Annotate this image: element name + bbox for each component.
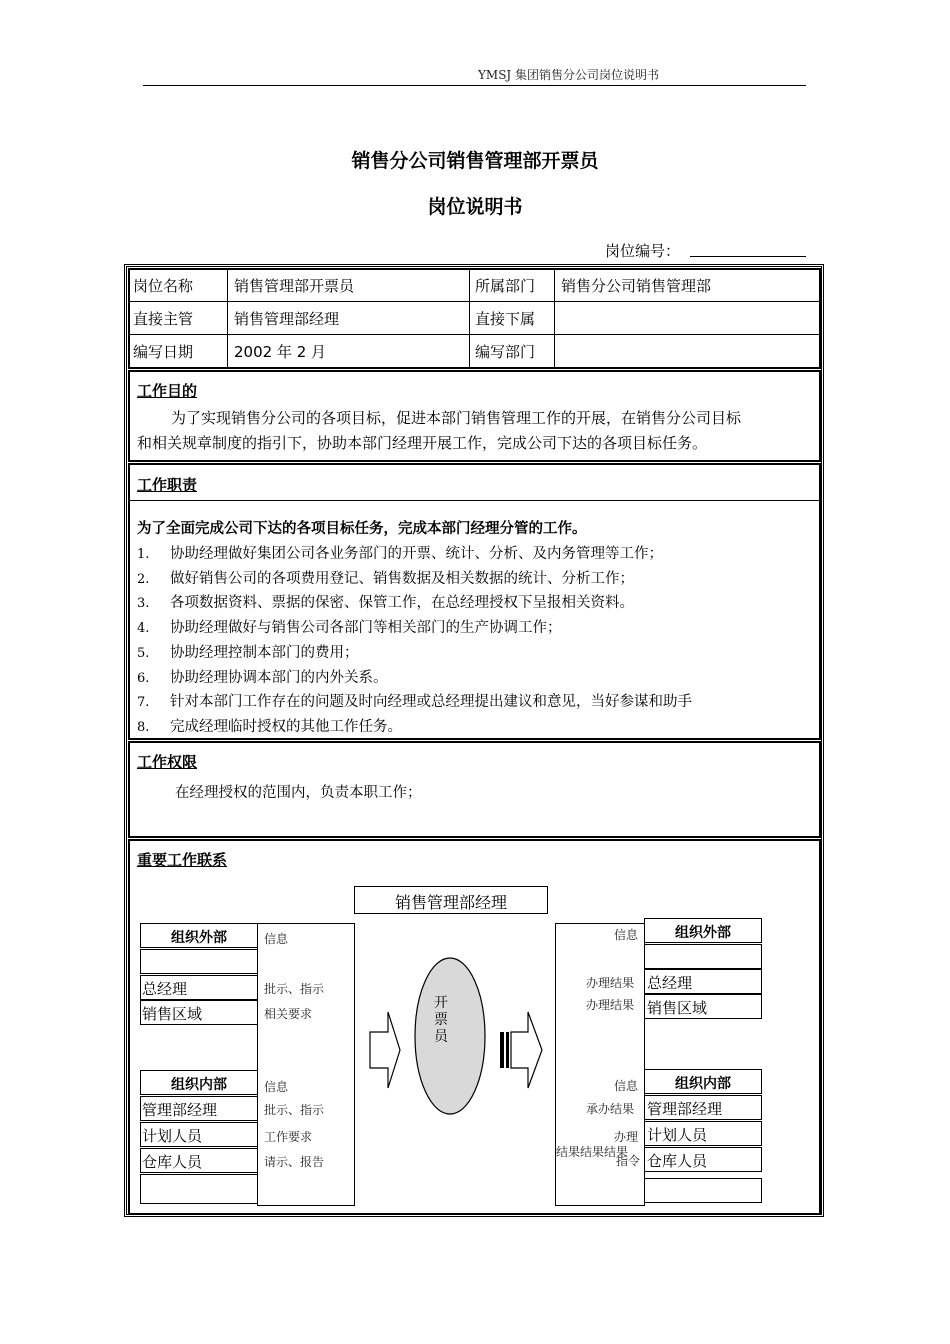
label-position-name: 岗位名称 bbox=[133, 277, 194, 295]
flow-diagram-svg bbox=[360, 950, 560, 1130]
center-ellipse bbox=[415, 958, 485, 1114]
duty-text: 协助经理做好与销售公司各部门等相关部门的生产协调工作； bbox=[170, 620, 562, 637]
left-external-note-3: 相关要求 bbox=[264, 1007, 313, 1021]
position-number-blank bbox=[690, 256, 806, 257]
duty-number: 1. bbox=[137, 547, 150, 562]
label-supervisor: 直接主管 bbox=[133, 310, 194, 328]
duty-item bbox=[137, 715, 402, 736]
duty-text: 协助经理做好集团公司各业务部门的开票、统计、分析、及内务管理等工作； bbox=[170, 546, 663, 562]
running-header: YMSJ 集团销售分公司岗位说明书 bbox=[478, 68, 660, 82]
duty-item bbox=[137, 641, 359, 662]
page-title: 销售分公司销售管理部开票员 bbox=[351, 150, 599, 172]
purpose-title: 工作目的 bbox=[137, 382, 198, 400]
left-external-item-1-label: 总经理 bbox=[142, 980, 188, 998]
duty-text: 做好销售公司的各项费用登记、销售数据及相关数据的统计、分析工作； bbox=[170, 570, 634, 587]
right-external-note-1: 信息 bbox=[614, 928, 639, 942]
duty-item bbox=[137, 666, 388, 687]
left-external-note-1: 信息 bbox=[264, 932, 289, 946]
right-internal-title: 组织内部 bbox=[675, 1076, 731, 1092]
right-external-note-3: 办理结果 bbox=[586, 998, 635, 1012]
purpose-line-2: 和相关规章制度的指引下，协助本部门经理开展工作，完成公司下达的各项目标任务。 bbox=[137, 434, 708, 452]
right-external-title: 组织外部 bbox=[675, 925, 731, 941]
label-department: 所属部门 bbox=[475, 277, 536, 295]
duty-number: 4. bbox=[137, 621, 150, 637]
label-subordinates: 直接下属 bbox=[475, 310, 536, 328]
left-internal-title: 组织内部 bbox=[171, 1077, 227, 1093]
page-subtitle: 岗位说明书 bbox=[427, 196, 523, 218]
duties-lead: 为了全面完成公司下达的各项目标任务，完成本部门经理分管的工作。 bbox=[137, 521, 587, 537]
duty-item bbox=[137, 542, 663, 563]
right-internal-note-3: 办理 bbox=[614, 1130, 639, 1144]
duty-number: 3. bbox=[137, 596, 150, 612]
col-divider bbox=[227, 269, 228, 368]
right-external-blank bbox=[644, 944, 762, 969]
left-internal-item-3-label: 仓库人员 bbox=[142, 1153, 203, 1171]
left-arrow-icon bbox=[370, 1012, 400, 1088]
authority-text: 在经理授权的范围内，负责本职工作； bbox=[175, 785, 422, 801]
left-internal-note-3: 工作要求 bbox=[264, 1130, 313, 1144]
header-rule bbox=[143, 85, 806, 86]
right-internal-note-5: 指令 bbox=[616, 1154, 641, 1168]
right-internal-item-1-label: 管理部经理 bbox=[647, 1100, 723, 1118]
left-internal-note-4: 请示、报告 bbox=[264, 1155, 325, 1169]
duty-text: 完成经理临时授权的其他工作任务。 bbox=[170, 718, 402, 735]
left-internal-blank bbox=[140, 1174, 258, 1204]
duty-item bbox=[137, 616, 562, 637]
col-divider bbox=[554, 269, 555, 368]
right-arrow-icon bbox=[500, 1012, 542, 1088]
duties-divider bbox=[129, 500, 820, 501]
left-external-title: 组织外部 bbox=[171, 930, 227, 946]
duty-number: 7. bbox=[137, 695, 150, 711]
right-external-item-1-label: 总经理 bbox=[647, 974, 693, 992]
duty-number: 6. bbox=[137, 670, 150, 686]
value-date: 2002 年 2 月 bbox=[234, 343, 327, 361]
duty-number: 5. bbox=[137, 645, 150, 661]
right-internal-blank bbox=[644, 1178, 762, 1203]
purpose-line-1: 为了实现销售分公司的各项目标，促进本部门销售管理工作的开展，在销售分公司目标 bbox=[171, 409, 742, 427]
value-supervisor: 销售管理部经理 bbox=[234, 310, 340, 328]
right-internal-note-4: 结果结果结果 bbox=[556, 1145, 629, 1159]
manager-box-label: 销售管理部经理 bbox=[394, 893, 507, 912]
duties-title: 工作职责 bbox=[137, 476, 198, 494]
right-internal-note-1: 信息 bbox=[614, 1079, 639, 1093]
right-internal-item-2-label: 计划人员 bbox=[647, 1126, 708, 1144]
duty-item bbox=[137, 591, 634, 612]
left-external-blank bbox=[140, 949, 258, 974]
value-department: 销售分公司销售管理部 bbox=[561, 277, 712, 295]
left-internal-item-2-label: 计划人员 bbox=[142, 1127, 203, 1145]
right-external-item-2-label: 销售区域 bbox=[647, 999, 708, 1017]
position-number-label: 岗位编号： bbox=[605, 242, 681, 260]
duty-text: 各项数据资料、票据的保密、保管工作，在总经理授权下呈报相关资料。 bbox=[170, 595, 634, 612]
left-external-item-2-label: 销售区域 bbox=[142, 1005, 203, 1023]
left-internal-note-2: 批示、指示 bbox=[264, 1103, 325, 1117]
left-internal-note-1: 信息 bbox=[264, 1080, 289, 1094]
duty-text: 协助经理控制本部门的费用； bbox=[170, 644, 359, 661]
right-internal-item-3-label: 仓库人员 bbox=[647, 1152, 708, 1170]
row-divider bbox=[129, 301, 820, 302]
duty-number: 8. bbox=[137, 719, 150, 735]
relations-title: 重要工作联系 bbox=[137, 851, 228, 869]
duty-item bbox=[137, 690, 692, 711]
duty-number: 2. bbox=[137, 571, 150, 587]
left-internal-item-1-label: 管理部经理 bbox=[142, 1101, 218, 1119]
value-position-name: 销售管理部开票员 bbox=[234, 277, 355, 295]
right-internal-note-2: 承办结果 bbox=[586, 1102, 635, 1116]
row-divider bbox=[129, 334, 820, 335]
duty-item bbox=[137, 567, 634, 588]
left-external-note-2: 批示、指示 bbox=[264, 982, 325, 996]
label-date: 编写日期 bbox=[133, 343, 194, 361]
center-label: 开票员 bbox=[434, 995, 448, 1045]
duty-text: 针对本部门工作存在的问题及时向经理或总经理提出建议和意见，当好参谋和助手 bbox=[170, 694, 692, 711]
authority-title: 工作权限 bbox=[137, 753, 198, 771]
duty-text: 协助经理协调本部门的内外关系。 bbox=[170, 669, 388, 686]
right-external-note-2: 办理结果 bbox=[586, 976, 635, 990]
label-author-dept: 编写部门 bbox=[475, 343, 536, 361]
col-divider bbox=[469, 269, 470, 368]
